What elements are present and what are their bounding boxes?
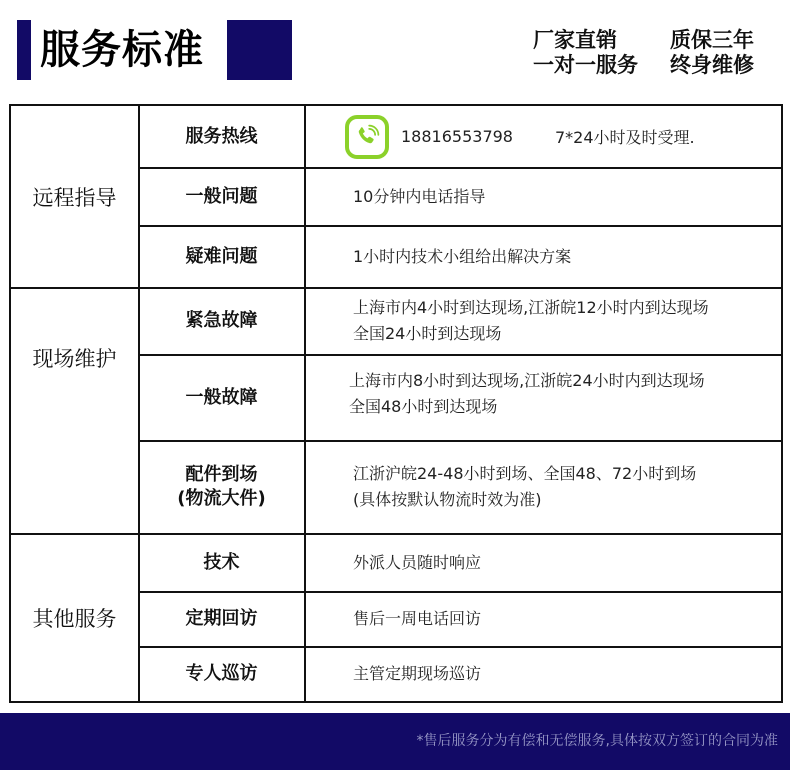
group-other-services: 其他服务 (32, 606, 117, 631)
detail-text: 10分钟内电话指导 (353, 186, 486, 206)
detail-text-line: (具体按默认物流时效为准) (353, 490, 542, 509)
item-label: 定期回访 (185, 608, 258, 629)
detail-text-line: 上海市内8小时到达现场,江浙皖24小时内到达现场 (349, 370, 705, 390)
detail-parts-delivery (305, 441, 781, 533)
footer-disclaimer: *售后服务分为有偿和无偿服务,具体按双方签订的合同为准 (416, 733, 778, 749)
slogan-lifetime-repair: 终身维修 (670, 53, 754, 77)
detail-general-fault (305, 355, 781, 440)
header-accent-block (227, 20, 292, 80)
item-urgent-fault (139, 288, 304, 354)
detail-text-line: 上海市内4小时到达现场,江浙皖12小时内到达现场 (353, 298, 709, 317)
item-label-line: 配件到场 (185, 464, 258, 485)
hotline-hours: 7*24小时及时受理. (554, 128, 695, 147)
group-remote-guidance: 远程指导 (32, 185, 117, 210)
item-regular-followup (139, 592, 304, 646)
slogan-warranty: 质保三年 (670, 28, 754, 52)
hotline-detail (305, 106, 781, 167)
item-dedicated-inspection (139, 647, 304, 701)
item-service-hotline (139, 106, 304, 167)
slogan-factory-direct: 厂家直销 (533, 28, 617, 52)
item-label: 服务热线 (185, 125, 258, 147)
hotline-phone-number[interactable]: 18816553798 (401, 127, 513, 146)
item-label-line: (物流大件) (177, 488, 266, 509)
item-parts-delivery (139, 441, 304, 533)
phone-icon (345, 115, 389, 159)
service-table (9, 104, 783, 703)
detail-text-line: 江浙沪皖24-48小时到场、全国48、72小时到场 (353, 464, 697, 483)
item-label: 技术 (203, 551, 240, 573)
item-technical (139, 534, 304, 591)
item-label: 专人巡访 (185, 663, 258, 684)
detail-difficult-question (305, 226, 781, 287)
detail-text: 1小时内技术小组给出解决方案 (353, 246, 572, 266)
item-label: 一般问题 (185, 185, 258, 207)
detail-text: 外派人员随时响应 (353, 552, 482, 572)
footer-band (0, 713, 790, 770)
detail-text-line: 全国24小时到达现场 (353, 324, 502, 343)
detail-text: 主管定期现场巡访 (353, 664, 482, 683)
item-general-fault (139, 355, 304, 440)
slogan-one-on-one: 一对一服务 (533, 53, 638, 77)
detail-regular-followup (305, 592, 781, 646)
item-general-question (139, 168, 304, 225)
detail-general-question (305, 168, 781, 225)
detail-dedicated-inspection (305, 647, 781, 701)
detail-technical (305, 534, 781, 591)
detail-urgent-fault (305, 288, 781, 354)
item-label: 紧急故障 (185, 310, 258, 331)
header-accent-bar (17, 20, 31, 80)
group-onsite-maintenance: 现场维护 (32, 347, 117, 371)
item-difficult-question (139, 226, 304, 287)
page-title: 服务标准 (40, 27, 204, 73)
detail-text-line: 全国48小时到达现场 (349, 396, 498, 416)
detail-text: 售后一周电话回访 (353, 609, 482, 628)
item-label: 一般故障 (185, 386, 258, 408)
item-label: 疑难问题 (185, 245, 258, 267)
